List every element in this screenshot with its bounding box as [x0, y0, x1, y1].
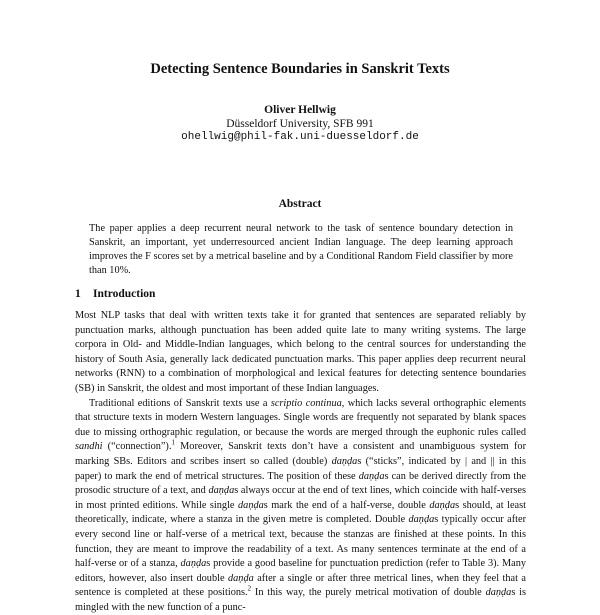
danda-term: daṇḍa — [358, 470, 385, 482]
danda-term: daṇḍa — [485, 587, 512, 599]
text-run: after a single or after three metrical lines, when they feel that a sentence is completed at these positions. — [75, 572, 526, 599]
danda-term: daṇḍa — [331, 455, 358, 467]
section-title: Introduction — [93, 288, 156, 300]
emphasis-scriptio-continua: scriptio continua — [270, 397, 342, 409]
text-run: s is mingled with the new function of a punc- — [75, 587, 526, 613]
text-run: , which lacks several orthographic elements that structure texts in modern Western languages. Single words are frequently not separated by blank spaces due to missing orthographic regulation, or because the words are merged through the euphonic rules called — [75, 397, 526, 438]
danda-term: daṇḍa — [228, 572, 254, 584]
text-run: s provide a good baseline for punctuation prediction (refer to Table 3). Many editors, however, also insert double — [75, 558, 526, 584]
text-run: (“connection”). — [102, 441, 172, 453]
text-run: s mark the end of a half-verse, double — [263, 499, 430, 511]
paragraph-2 — [75, 397, 526, 615]
danda-term: daṇḍa — [180, 558, 207, 570]
text-run: In this way, the purely metrical motivation of double — [251, 587, 486, 599]
text-run: Moreover, Sanskrit texts don’t have a consistent and unambiguous system for marking SBs. Editors and scribes insert so called (double) — [75, 441, 526, 467]
emphasis-sandhi: sandhi — [75, 441, 103, 453]
footnote-marker[interactable]: 2 — [247, 584, 252, 593]
text-run: s should, at least theoretically, indicate, where a stanza in the given metre is completed. Double — [75, 499, 526, 526]
paper-title: Detecting Sentence Boundaries in Sanskrit Texts — [150, 61, 450, 77]
text-run: s always occur at the end of text lines, which coincide with half-verses in most printed editions. While single — [75, 485, 526, 511]
author-name: Oliver Hellwig — [264, 104, 336, 116]
danda-term: daṇḍa — [429, 499, 456, 511]
section-number: 1 — [75, 288, 81, 300]
text-run: s (“sticks”, indicated by | and || in this paper) to mark the end of metrical structures. The position of these — [75, 455, 526, 482]
paragraph-1: Most NLP tasks that deal with written texts take it for granted that sentences are separated reliably by punctuation marks, although punctuation has been added quite late to many writing systems. The large corpora in Old- and Middle-Indian languages, which belong to the central sources for understanding the history of South Asia, generally lack dedicated punctuation marks. This paper applies deep recurrent neural networks (RNN) to a combination of morphological and lexical features for detecting sentence boundaries (SB) in Sanskrit, the oldest and most important of these Indian languages. — [75, 310, 526, 394]
section-heading-introduction — [75, 288, 535, 300]
text-run: s typically occur after every second line or half-verse of a metrical text, because the stanzas are finished at these points. In this function, they are meant to improve the readability of a text. As many sentences terminate at the end of a half-verse or of a stanza, — [75, 514, 527, 570]
danda-term: daṇḍa — [208, 485, 235, 497]
danda-term: daṇḍa — [238, 499, 264, 511]
text-run: s can be derived directly from the prosodic structure of a text, and — [75, 470, 526, 497]
text-run: Traditional editions of Sanskrit texts use a — [89, 397, 271, 409]
author-affiliation: Düsseldorf University, SFB 991 — [226, 118, 374, 130]
footnote-marker[interactable]: 1 — [171, 438, 175, 447]
abstract-body: The paper applies a deep recurrent neural network to the task of sentence boundary detection in Sanskrit, an important, yet underresourced ancient Indian language. The deep learning approach improves the F scores set by a metrical baseline and by a Conditional Random Field classifier by more than 10%. — [89, 223, 513, 276]
author-email[interactable]: ohellwig@phil-fak.uni-duesseldorf.de — [181, 131, 419, 143]
danda-term: daṇḍa — [408, 514, 435, 526]
abstract-heading: Abstract — [278, 198, 322, 210]
introduction-body — [75, 309, 526, 615]
